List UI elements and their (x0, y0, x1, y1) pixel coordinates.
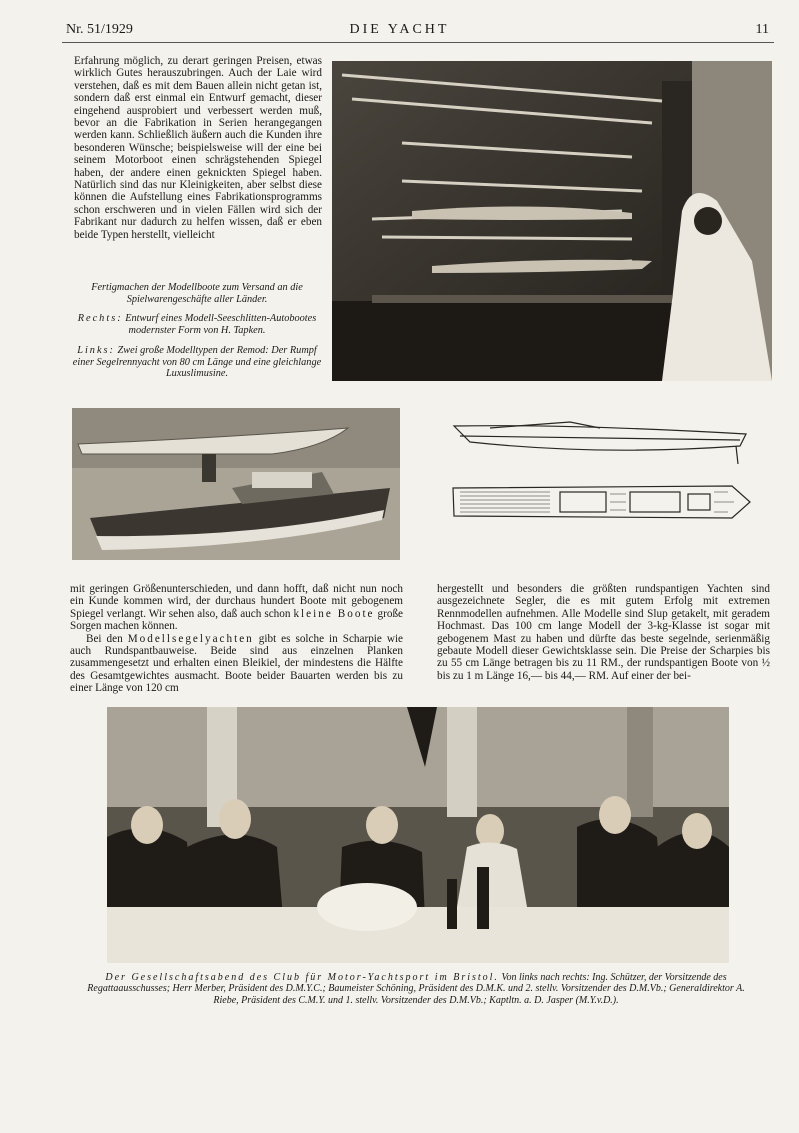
body-left-p1: mit geringen Größenunterschieden, und dann hofft, daß nicht nun noch ein Kunde kommen wird, der durchaus hundert Boote mit gebogenem Spiegel verlangt. Wir sehen also, daß auch schon (70, 583, 403, 620)
caption-rechts-label: Rechts: (77, 313, 123, 324)
caption-workshop: Fertigmachen der Modellboote zum Versand an die Spielwarengeschäfte aller Länder. (91, 282, 303, 305)
workshop-photo-drawing (332, 61, 772, 381)
body-right-column: hergestellt und besonders die größten rundspantigen Yachten sind ausgezeichnete Segler, die es mit gutem Erfolg mit extremen Rennmodellen aufnehmen. Alle Modelle sind Slup getakelt, mit geradem Hochmast. Das 100 cm lange Modell der 3-kg-Klasse ist sogar mit gebogenem Mast zu haben und dürfte das beste segelnde, serienmäßig gebaute Modell dieser Gewichtsklasse sein. Die Preise der Scharpies bis zu 55 cm Länge betragen bis zu 11 RM., der rundspantigen Boote von ½ bis zu 1 m Länge 16,— bis 44,— RM. Auf einer der bei- (437, 583, 770, 682)
workshop-photo (332, 61, 772, 381)
body-left-p1-end: große Sorgen machen können. (70, 607, 404, 633)
body-left-p2-rest: gibt es solche in Scharpie wie auch Rundspantbauweise. Beide sind aus einzelnen Planken zusammengesetzt und erhalten einen Bleikiel, der mindestens die Hälfte des Gesamtgewichtes ausmacht. Boote beider Bauarten werden bis zu einer Länge von 120 cm (70, 632, 404, 695)
issue-number: Nr. 51/1929 (66, 22, 133, 37)
body-left-column (70, 583, 403, 695)
banquet-caption-title: Der Gesellschaftsabend des Club für Motor-Yachtsport im Bristol. (105, 972, 499, 983)
caption-rechts-text: Entwurf eines Modell-Seeschlitten-Autobootes modernster Form von H. Tapken. (125, 313, 317, 336)
speedboat-svg (450, 412, 752, 552)
caption-links (70, 345, 324, 380)
banquet-caption (80, 972, 752, 1006)
caption-links-label: Links: (77, 345, 115, 356)
top-text-paragraph: Erfahrung möglich, zu derart geringen Preisen, etwas wirklich Gutes herauszubringen. Auch der Laie wird verstehen, daß es mit dem Bauen allein nicht getan ist, sondern daß erst einmal ein Entwurf gemacht, dieser eingehend ausprobiert und verbessert werden muß, bevor an die Fabrikation in Serien herangegangen werden kann. Schließlich äußern auch die Kunden ihre besonderen Wünsche; beispielsweise will der eine bei seinem Motorboot einen schrägstehenden Spiegel haben, der andere einen geknickten Spiegel haben. Natürlich sind das nur Kleinigkeiten, aber selbst diese können die Aufstellung eines Fabrikationsprogramms schon erschweren und in vielen Fällen wird sich der Fabrikant nur dadurch zu helfen wissen, daß er eben beide Typen herstellt, vielleicht (74, 55, 322, 241)
caption-rechts (70, 313, 324, 336)
speedboat-drawing (450, 412, 752, 552)
header-rule (62, 42, 774, 43)
banquet-caption-names: Von links nach rechts: Ing. Schützer, der Vorsitzende des Regattaausschusses; Herr Merber, Präsident des D.M.Y.C.; Baumeister Schöning, Präsident des D.M.K. und 2. stellv. Vorsitzender des D.M.Vb.; Generaldirektor A. Riebe, Präsident des C.M.Y. und 1. stellv. Vorsitzender des D.M.Vb.; Kaptltn. a. D. Jasper (M.Y.v.D.). (87, 972, 745, 1006)
banquet-photo (107, 707, 729, 963)
page-number: 11 (755, 22, 769, 37)
body-left-p2-start: Bei den (86, 632, 123, 645)
magazine-title: DIE YACHT (349, 22, 450, 37)
banquet-photo-drawing (107, 707, 729, 963)
body-left-p2-spaced: Modellsegelyachten (127, 632, 254, 645)
model-boats-photo (72, 408, 400, 560)
model-boats-drawing (72, 408, 400, 560)
caption-links-text: Zwei große Modelltypen der Remod: Der Rumpf einer Segelrennyacht von 80 cm Länge und eine gleichlange Luxuslimusine. (72, 345, 322, 380)
body-left-p1-spaced: kleine Boote (293, 607, 375, 620)
